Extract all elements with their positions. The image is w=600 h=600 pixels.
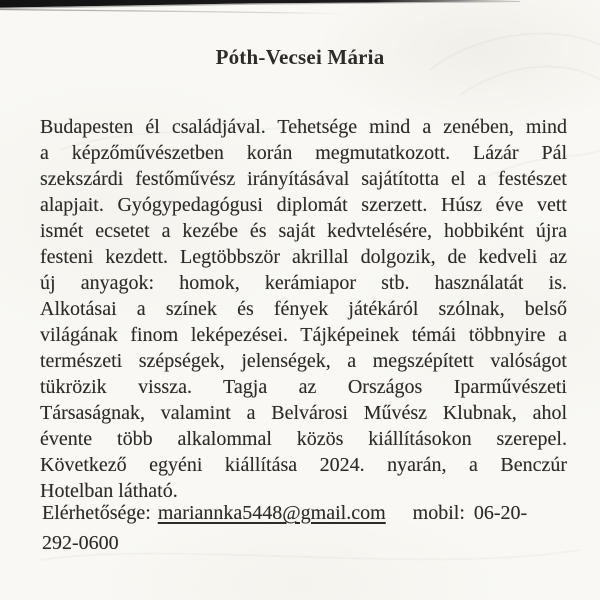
contact-label: Elérhetősége: (42, 502, 151, 524)
bio-line: világának finom leképezései. Tájképeinek témái többnyire a (40, 324, 567, 346)
bio-line: tükrözik vissza. Tagja az Országos Iparművészeti (40, 376, 567, 398)
email-address: mariannka5448@gmail.com (157, 502, 386, 524)
contact-info (42, 498, 572, 558)
document-title: Póth-Vecsei Mária (215, 45, 385, 69)
bio-line: szekszárdi festőművész irányításával sajátította el a festészet (40, 168, 567, 190)
bio-line: Következő egyéni kiállítása 2024. nyarán, a Benczúr (40, 454, 567, 476)
bio-line: Budapesten él családjával. Tehetsége mind a zenében, mind (40, 116, 567, 138)
mobile-number-part-1: 06-20- (473, 502, 528, 524)
bio-line: festeni kezdett. Legtöbbször akrillal dolgozik, de kedveli az (40, 246, 567, 268)
contact-line-2 (42, 528, 572, 558)
bio-line: Hotelban látható. (40, 480, 178, 502)
mobile-label: mobil: (412, 502, 465, 524)
bio-line: Társaságnak, valamint a Belvárosi Művész Klubnak, ahol (40, 402, 567, 424)
bio-line: ismét ecsetet a kezébe és saját kedvtelésére, hobbiként újra (40, 220, 567, 242)
contact-line-1 (42, 498, 572, 528)
bio-line: Alkotásai a színek és fények játékáról szólnak, belső (40, 298, 567, 320)
bio-line: alapjait. Gyógypedagógusi diplomát szerzett. Húsz éve vett (40, 194, 567, 216)
bio-line: új anyagok: homok, kerámiapor stb. használatát is. (40, 272, 567, 294)
biography-paragraph (40, 114, 567, 504)
bio-line: a képzőművészetben korán megmutatkozott. Lázár Pál (40, 142, 567, 164)
bio-line: természeti szépségek, jelenségek, a megszépített valóságot (40, 350, 567, 372)
scan-edge-artifact (0, 0, 600, 22)
bio-line: évente több alkalommal közös kiállításokon szerepel. (40, 428, 567, 450)
mobile-number-part-2: 292-0600 (42, 532, 119, 554)
